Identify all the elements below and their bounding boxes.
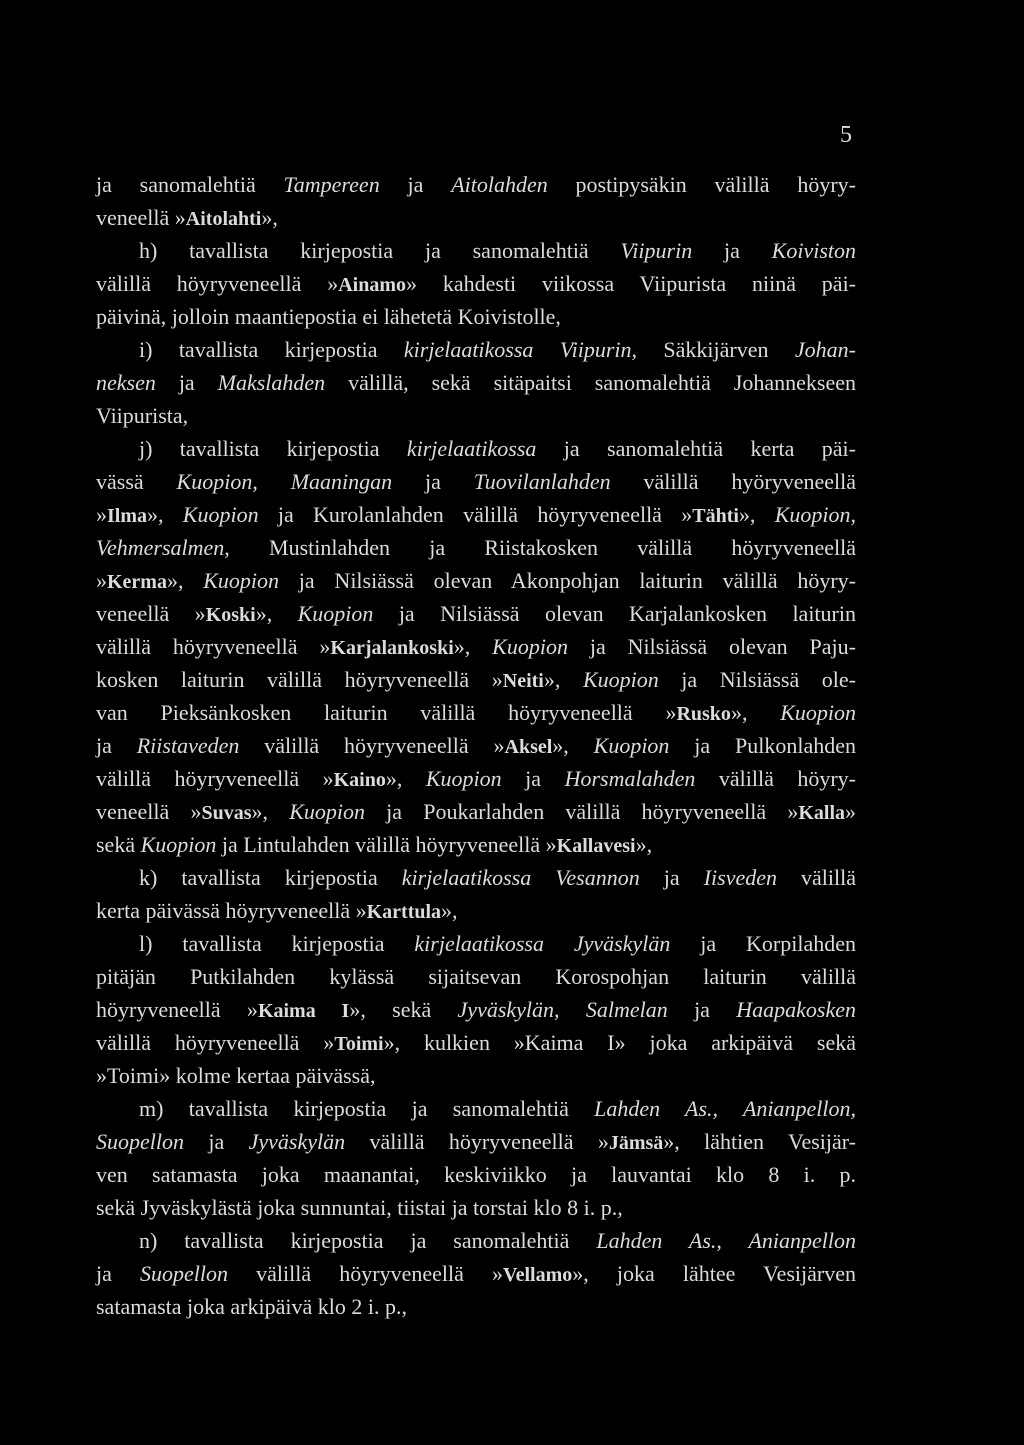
place-name: Iisveden: [703, 865, 777, 890]
text-run: ja: [96, 1261, 141, 1286]
text-line: [96, 168, 856, 201]
text-run: i) tavallista kirjepostia: [139, 337, 404, 362]
ship-name: Kaino: [333, 769, 386, 791]
text-line: [96, 762, 856, 795]
text-run: ja Korpilahden: [670, 931, 856, 956]
text-run: »Toimi» kolme kertaa päivässä,: [96, 1063, 376, 1088]
text-run: ja: [96, 733, 137, 758]
place-name: Kuopion,: [774, 502, 857, 527]
text-run: »,: [441, 898, 458, 923]
place-name: Kuopion: [203, 568, 280, 593]
text-run: pitäjän Putkilahden kylässä sijaitsevan Korospohjan laiturin välillä: [96, 964, 856, 989]
text-line: [96, 795, 856, 828]
text-run: veneellä »: [96, 799, 202, 824]
place-name: kirjelaatikossa: [401, 865, 532, 890]
text-run: »,: [251, 799, 290, 824]
place-name: Kuopion: [492, 634, 568, 659]
text-run: ja Pulkonlahden: [669, 733, 856, 758]
text-line: [96, 1224, 856, 1257]
text-run: »: [96, 502, 107, 527]
text-line: [96, 531, 856, 564]
text-line: [96, 201, 856, 234]
text-line: [96, 1092, 856, 1125]
text-run: ja: [639, 865, 704, 890]
text-run: »,: [166, 568, 204, 593]
text-line: [96, 927, 856, 960]
place-name: Lahden As., Anianpellon,: [594, 1096, 856, 1121]
text-run: ja: [667, 997, 737, 1022]
text-run: j) tavallista kirjepostia: [139, 436, 407, 461]
text-run: välillä höyryveneellä »: [96, 271, 339, 296]
text-run: van Pieksänkosken laiturin välillä höyryveneellä »: [96, 700, 677, 725]
text-run: ja Kurolanlahden välillä höyryveneellä »: [258, 502, 693, 527]
text-run: välillä höyryveneellä »: [239, 733, 505, 758]
ship-name: Kalla: [798, 802, 845, 824]
text-run: ja: [501, 766, 565, 791]
text-line: [96, 828, 856, 861]
text-run: kosken laiturin välillä höyryveneellä »: [96, 667, 503, 692]
ship-name: Aitolahti: [185, 208, 262, 230]
text-line: [96, 234, 856, 267]
text-run: h) tavallista kirjepostia ja sanomalehtiä: [139, 238, 621, 263]
place-name: Vesannon: [555, 865, 640, 890]
text-run: [533, 337, 559, 362]
place-name: Kuopion: [593, 733, 670, 758]
place-name: Johan-: [794, 337, 856, 362]
text-run: Säkkijärven: [637, 337, 795, 362]
place-name: Vehmersalmen,: [96, 535, 230, 560]
text-run: k) tavallista kirjepostia: [139, 865, 402, 890]
text-run: », kulkien »Kaima I» joka arkipäivä sekä: [383, 1030, 856, 1055]
place-name: Suopellon: [140, 1261, 229, 1286]
text-run: höyryveneellä »: [96, 997, 258, 1022]
text-run: »,: [453, 634, 493, 659]
text-run: »,: [738, 502, 775, 527]
text-run: [258, 469, 291, 494]
place-name: Viipurin,: [559, 337, 638, 362]
text-run: välillä höyryveneellä »: [345, 1129, 609, 1154]
text-line: [96, 960, 856, 993]
place-name: Lahden As., Anianpellon: [596, 1228, 856, 1253]
ship-name: Karttula: [366, 901, 442, 923]
text-run: ven satamasta joka maanantai, keskiviikko ja lauvantai klo 8 i. p.: [96, 1162, 856, 1187]
place-name: Jyväskylän, Salmelan: [457, 997, 668, 1022]
text-run: ja Nilsiässä ole-: [658, 667, 856, 692]
ship-name: Ainamo: [338, 274, 407, 296]
text-line: [96, 894, 856, 927]
text-run: ja sanomalehtiä kerta päi-: [536, 436, 856, 461]
text-run: postipysäkin välillä höyry-: [547, 172, 856, 197]
place-name: kirjelaatikossa: [406, 436, 537, 461]
text-line: [96, 300, 856, 333]
text-run: ja Poukarlahden välillä höyryveneellä »: [364, 799, 799, 824]
text-run: »,: [255, 601, 298, 626]
text-run: veneellä »: [96, 601, 206, 626]
ship-name: Kerma: [107, 571, 167, 593]
ship-name: Koski: [205, 604, 256, 626]
text-run: välillä, sekä sitäpaitsi sanomalehtiä Johannekseen: [325, 370, 856, 395]
text-run: välillä höyryveneellä »: [96, 634, 331, 659]
place-name: Tuovilanlahden: [473, 469, 611, 494]
text-line: [96, 1290, 856, 1323]
text-run: », joka lähtee Vesijärven: [572, 1261, 857, 1286]
text-run: Mustinlahden ja Riistakosken välillä höyryveneellä: [229, 535, 856, 560]
ship-name: Suvas: [201, 802, 252, 824]
text-run: l) tavallista kirjepostia: [139, 931, 415, 956]
text-run: satamasta joka arkipäivä klo 2 i. p.,: [96, 1294, 407, 1319]
place-name: Riistaveden: [136, 733, 240, 758]
text-run: välillä: [776, 865, 857, 890]
text-run: »,: [261, 205, 278, 230]
text-line: [96, 432, 856, 465]
ship-name: Toimi: [334, 1033, 384, 1055]
text-line: [96, 993, 856, 1026]
ship-name: Aksel: [504, 736, 553, 758]
place-name: kirjelaatikossa: [414, 931, 544, 956]
text-run: ja Nilsiässä olevan Karjalankosken laiturin: [373, 601, 856, 626]
place-name: Kuopion: [289, 799, 365, 824]
text-line: [96, 333, 856, 366]
text-line: [96, 630, 856, 663]
text-run: vässä: [96, 469, 177, 494]
place-name: Kuopion: [182, 502, 259, 527]
text-run: [531, 865, 555, 890]
ship-name: Neiti: [502, 670, 544, 692]
text-run: ja Nilsiässä olevan Paju-: [567, 634, 856, 659]
text-run: ja: [692, 238, 772, 263]
ship-name: Vellamo: [503, 1264, 573, 1286]
place-name: Kuopion: [780, 700, 856, 725]
text-line: [96, 597, 856, 630]
ship-name: Ilma: [107, 505, 147, 527]
text-line: [96, 1026, 856, 1059]
text-run: ja sanomalehtiä: [96, 172, 284, 197]
document-body: [96, 168, 856, 1323]
text-run: »,: [543, 667, 583, 692]
text-run: kerta päivässä höyryveneellä »: [96, 898, 367, 923]
ship-name: Rusko: [676, 703, 731, 725]
place-name: Kuopion: [297, 601, 374, 626]
text-run: [544, 931, 574, 956]
place-name: Kuopion: [582, 667, 659, 692]
ship-name: Tähti: [692, 505, 739, 527]
text-line: [96, 1158, 856, 1191]
ship-name: Jämsä: [608, 1132, 664, 1154]
text-run: ja Nilsiässä olevan Akonpohjan laiturin välillä höyry-: [279, 568, 857, 593]
text-line: [96, 663, 856, 696]
text-run: » kahdesti viikossa Viipurista niinä päi-: [406, 271, 857, 296]
text-line: [96, 366, 856, 399]
text-run: »,: [147, 502, 183, 527]
text-run: ja: [379, 172, 452, 197]
text-run: välillä höyryveneellä »: [96, 1030, 335, 1055]
text-run: veneellä »: [96, 205, 186, 230]
text-run: välillä höyryveneellä »: [96, 766, 334, 791]
text-line: [96, 498, 856, 531]
place-name: Tampereen: [283, 172, 380, 197]
text-line: [96, 564, 856, 597]
place-name: Suopellon: [96, 1129, 184, 1154]
text-run: m) tavallista kirjepostia ja sanomalehtiä: [139, 1096, 595, 1121]
page-number: 5: [840, 122, 852, 148]
text-line: [96, 861, 856, 894]
text-run: päivinä, jolloin maantiepostia ei lähetetä Koivistolle,: [96, 304, 561, 329]
text-run: välillä höyry-: [695, 766, 856, 791]
text-line: [96, 1125, 856, 1158]
text-line: [96, 729, 856, 762]
text-line: [96, 696, 856, 729]
place-name: Kuopion,: [176, 469, 258, 494]
place-name: kirjelaatikossa: [403, 337, 534, 362]
text-run: », lähtien Vesijär-: [663, 1129, 856, 1154]
place-name: neksen: [96, 370, 156, 395]
ship-name: Kallavesi: [556, 835, 636, 857]
text-run: »,: [552, 733, 594, 758]
text-run: », sekä: [349, 997, 458, 1022]
text-line: [96, 267, 856, 300]
place-name: Maaningan: [290, 469, 393, 494]
text-run: n) tavallista kirjepostia ja sanomalehtiä: [139, 1228, 597, 1253]
text-run: välillä höyryveneellä »: [228, 1261, 503, 1286]
text-run: ja: [155, 370, 218, 395]
text-run: »,: [385, 766, 426, 791]
ship-name: Kaima I: [257, 1000, 350, 1022]
place-name: Kuopion: [140, 832, 217, 857]
text-run: sekä: [96, 832, 141, 857]
text-run: »,: [635, 832, 653, 857]
text-line: [96, 465, 856, 498]
place-name: Jyväskylän: [248, 1129, 346, 1154]
place-name: Koiviston: [771, 238, 856, 263]
text-line: [96, 399, 856, 432]
text-line: [96, 1257, 856, 1290]
text-run: Viipurista,: [96, 403, 189, 428]
place-name: Viipurin: [620, 238, 693, 263]
text-line: [96, 1059, 856, 1092]
place-name: Horsmalahden: [564, 766, 696, 791]
text-run: ja: [392, 469, 474, 494]
place-name: Makslahden: [217, 370, 326, 395]
place-name: Haapakosken: [736, 997, 857, 1022]
ship-name: Karjalankoski: [330, 637, 454, 659]
text-run: ja Lintulahden välillä höyryveneellä »: [216, 832, 557, 857]
place-name: Aitolahden: [451, 172, 548, 197]
place-name: Jyväskylän: [573, 931, 671, 956]
text-run: »: [845, 799, 856, 824]
text-run: ja: [184, 1129, 249, 1154]
text-run: välillä hyöryveneellä: [610, 469, 856, 494]
text-line: [96, 1191, 856, 1224]
text-run: »: [96, 568, 107, 593]
text-run: sekä Jyväskylästä joka sunnuntai, tiistai ja torstai klo 8 i. p.,: [96, 1195, 623, 1220]
place-name: Kuopion: [425, 766, 502, 791]
text-run: »,: [730, 700, 781, 725]
